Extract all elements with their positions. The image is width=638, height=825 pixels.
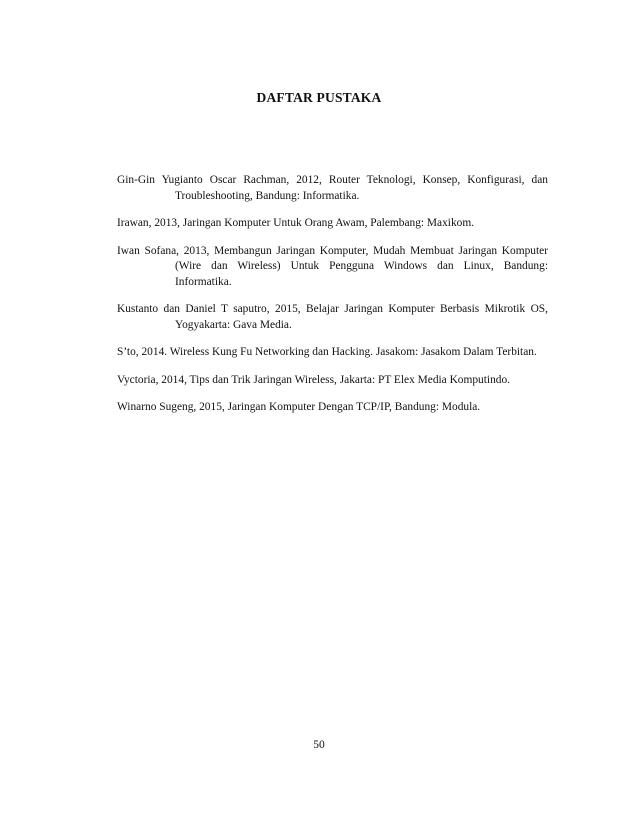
- reference-item: S’to, 2014. Wireless Kung Fu Networking dan Hacking. Jasakom: Jasakom Dalam Terbitan.: [117, 346, 537, 358]
- reference-item: Winarno Sugeng, 2015, Jaringan Komputer Dengan TCP/IP, Bandung: Modula.: [117, 401, 481, 413]
- reference-item: Vyctoria, 2014, Tips dan Trik Jaringan Wireless, Jakarta: PT Elex Media Komputindo.: [117, 373, 511, 386]
- reference-item: Irawan, 2013, Jaringan Komputer Untuk Orang Awam, Palembang: Maxikom.: [117, 217, 475, 229]
- reference-item: Kustanto dan Daniel T saputro, 2015, Belajar Jaringan Komputer Berbasis Mikrotik OS, Yogyakarta: Gava Media.: [117, 303, 548, 331]
- reference-item: Gin-Gin Yugianto Oscar Rachman, 2012, Router Teknologi, Konsep, Konfigurasi, dan Troubleshooting, Bandung: Informatika.: [117, 174, 548, 202]
- reference-list: [117, 173, 548, 428]
- page-title: DAFTAR PUSTAKA: [256, 90, 382, 105]
- page-number: 50: [313, 739, 325, 751]
- reference-item: Iwan Sofana, 2013, Membangun Jaringan Komputer, Mudah Membuat Jaringan Komputer (Wire dan Wireless) Untuk Pengguna Windows dan Linux, Bandung: Informatika.: [117, 244, 548, 288]
